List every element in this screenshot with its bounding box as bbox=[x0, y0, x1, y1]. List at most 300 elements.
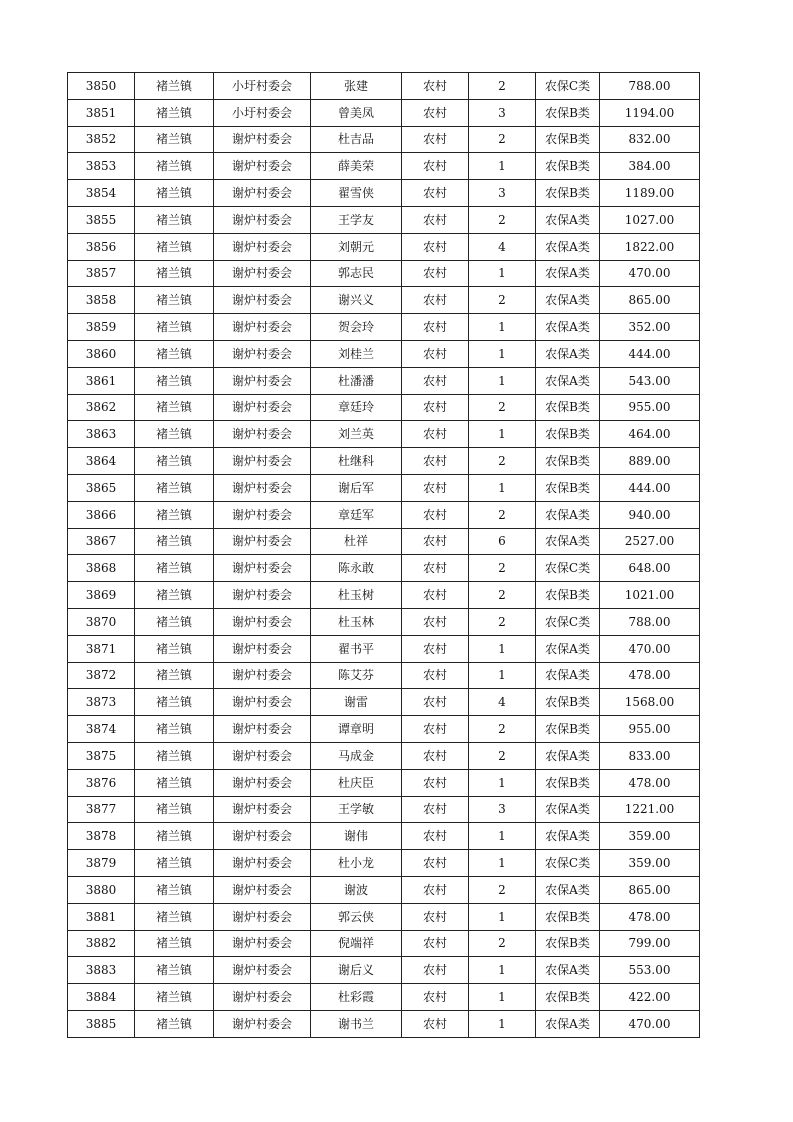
village-cell: 谢炉村委会 bbox=[214, 340, 311, 367]
category-cell: 农保B类 bbox=[536, 153, 600, 180]
area-type-cell: 农村 bbox=[402, 930, 469, 957]
table-row bbox=[68, 448, 700, 475]
amount-cell: 799.00 bbox=[600, 930, 700, 957]
household-size-cell: 1 bbox=[469, 635, 536, 662]
amount-cell: 384.00 bbox=[600, 153, 700, 180]
category-cell: 农保A类 bbox=[536, 314, 600, 341]
category-cell: 农保B类 bbox=[536, 180, 600, 207]
household-size-cell: 2 bbox=[469, 742, 536, 769]
table-row bbox=[68, 689, 700, 716]
area-type-cell: 农村 bbox=[402, 233, 469, 260]
town-cell: 褚兰镇 bbox=[135, 153, 214, 180]
amount-cell: 788.00 bbox=[600, 608, 700, 635]
area-type-cell: 农村 bbox=[402, 742, 469, 769]
household-size-cell: 1 bbox=[469, 1010, 536, 1037]
name-cell: 谢波 bbox=[311, 876, 402, 903]
town-cell: 褚兰镇 bbox=[135, 73, 214, 100]
village-cell: 谢炉村委会 bbox=[214, 287, 311, 314]
category-cell: 农保B类 bbox=[536, 126, 600, 153]
area-type-cell: 农村 bbox=[402, 260, 469, 287]
name-cell: 王学友 bbox=[311, 206, 402, 233]
name-cell: 杜彩霞 bbox=[311, 984, 402, 1011]
amount-cell: 1822.00 bbox=[600, 233, 700, 260]
town-cell: 褚兰镇 bbox=[135, 260, 214, 287]
category-cell: 农保A类 bbox=[536, 1010, 600, 1037]
area-type-cell: 农村 bbox=[402, 555, 469, 582]
area-type-cell: 农村 bbox=[402, 394, 469, 421]
village-cell: 谢炉村委会 bbox=[214, 1010, 311, 1037]
records-table bbox=[67, 72, 700, 1038]
household-size-cell: 1 bbox=[469, 850, 536, 877]
name-cell: 杜庆臣 bbox=[311, 769, 402, 796]
amount-cell: 359.00 bbox=[600, 823, 700, 850]
village-cell: 谢炉村委会 bbox=[214, 903, 311, 930]
area-type-cell: 农村 bbox=[402, 287, 469, 314]
seq-cell: 3854 bbox=[68, 180, 135, 207]
table-row bbox=[68, 796, 700, 823]
category-cell: 农保B类 bbox=[536, 769, 600, 796]
town-cell: 褚兰镇 bbox=[135, 206, 214, 233]
household-size-cell: 2 bbox=[469, 126, 536, 153]
seq-cell: 3875 bbox=[68, 742, 135, 769]
table-row bbox=[68, 99, 700, 126]
area-type-cell: 农村 bbox=[402, 206, 469, 233]
name-cell: 谢伟 bbox=[311, 823, 402, 850]
table-row bbox=[68, 394, 700, 421]
household-size-cell: 2 bbox=[469, 394, 536, 421]
table-row bbox=[68, 421, 700, 448]
amount-cell: 478.00 bbox=[600, 903, 700, 930]
area-type-cell: 农村 bbox=[402, 876, 469, 903]
amount-cell: 1021.00 bbox=[600, 582, 700, 609]
category-cell: 农保B类 bbox=[536, 930, 600, 957]
category-cell: 农保A类 bbox=[536, 287, 600, 314]
town-cell: 褚兰镇 bbox=[135, 796, 214, 823]
category-cell: 农保A类 bbox=[536, 742, 600, 769]
name-cell: 谭章明 bbox=[311, 716, 402, 743]
amount-cell: 1027.00 bbox=[600, 206, 700, 233]
town-cell: 褚兰镇 bbox=[135, 742, 214, 769]
town-cell: 褚兰镇 bbox=[135, 689, 214, 716]
category-cell: 农保B类 bbox=[536, 394, 600, 421]
name-cell: 翟书平 bbox=[311, 635, 402, 662]
household-size-cell: 2 bbox=[469, 555, 536, 582]
records-body bbox=[68, 73, 700, 1038]
seq-cell: 3868 bbox=[68, 555, 135, 582]
area-type-cell: 农村 bbox=[402, 99, 469, 126]
village-cell: 谢炉村委会 bbox=[214, 742, 311, 769]
table-row bbox=[68, 903, 700, 930]
table-row bbox=[68, 582, 700, 609]
village-cell: 谢炉村委会 bbox=[214, 501, 311, 528]
category-cell: 农保B类 bbox=[536, 421, 600, 448]
table-row bbox=[68, 769, 700, 796]
amount-cell: 478.00 bbox=[600, 769, 700, 796]
town-cell: 褚兰镇 bbox=[135, 876, 214, 903]
seq-cell: 3873 bbox=[68, 689, 135, 716]
amount-cell: 464.00 bbox=[600, 421, 700, 448]
area-type-cell: 农村 bbox=[402, 153, 469, 180]
name-cell: 章廷玲 bbox=[311, 394, 402, 421]
household-size-cell: 1 bbox=[469, 260, 536, 287]
area-type-cell: 农村 bbox=[402, 984, 469, 1011]
seq-cell: 3850 bbox=[68, 73, 135, 100]
name-cell: 翟雪侠 bbox=[311, 180, 402, 207]
household-size-cell: 3 bbox=[469, 796, 536, 823]
area-type-cell: 农村 bbox=[402, 474, 469, 501]
table-row bbox=[68, 287, 700, 314]
village-cell: 谢炉村委会 bbox=[214, 850, 311, 877]
amount-cell: 1221.00 bbox=[600, 796, 700, 823]
table-row bbox=[68, 716, 700, 743]
name-cell: 薛美荣 bbox=[311, 153, 402, 180]
table-row bbox=[68, 474, 700, 501]
seq-cell: 3866 bbox=[68, 501, 135, 528]
name-cell: 马成金 bbox=[311, 742, 402, 769]
town-cell: 褚兰镇 bbox=[135, 850, 214, 877]
area-type-cell: 农村 bbox=[402, 1010, 469, 1037]
household-size-cell: 1 bbox=[469, 314, 536, 341]
household-size-cell: 6 bbox=[469, 528, 536, 555]
village-cell: 谢炉村委会 bbox=[214, 260, 311, 287]
area-type-cell: 农村 bbox=[402, 635, 469, 662]
category-cell: 农保C类 bbox=[536, 608, 600, 635]
village-cell: 谢炉村委会 bbox=[214, 153, 311, 180]
category-cell: 农保B类 bbox=[536, 99, 600, 126]
village-cell: 谢炉村委会 bbox=[214, 233, 311, 260]
village-cell: 谢炉村委会 bbox=[214, 769, 311, 796]
amount-cell: 648.00 bbox=[600, 555, 700, 582]
amount-cell: 352.00 bbox=[600, 314, 700, 341]
village-cell: 谢炉村委会 bbox=[214, 314, 311, 341]
household-size-cell: 2 bbox=[469, 73, 536, 100]
table-row bbox=[68, 876, 700, 903]
table-row bbox=[68, 823, 700, 850]
category-cell: 农保A类 bbox=[536, 823, 600, 850]
category-cell: 农保A类 bbox=[536, 957, 600, 984]
seq-cell: 3871 bbox=[68, 635, 135, 662]
village-cell: 谢炉村委会 bbox=[214, 689, 311, 716]
table-row bbox=[68, 180, 700, 207]
village-cell: 谢炉村委会 bbox=[214, 555, 311, 582]
table-row bbox=[68, 662, 700, 689]
town-cell: 褚兰镇 bbox=[135, 340, 214, 367]
name-cell: 曾美凤 bbox=[311, 99, 402, 126]
village-cell: 谢炉村委会 bbox=[214, 474, 311, 501]
household-size-cell: 3 bbox=[469, 99, 536, 126]
seq-cell: 3878 bbox=[68, 823, 135, 850]
seq-cell: 3883 bbox=[68, 957, 135, 984]
amount-cell: 444.00 bbox=[600, 340, 700, 367]
village-cell: 谢炉村委会 bbox=[214, 662, 311, 689]
town-cell: 褚兰镇 bbox=[135, 582, 214, 609]
household-size-cell: 4 bbox=[469, 233, 536, 260]
category-cell: 农保A类 bbox=[536, 501, 600, 528]
village-cell: 谢炉村委会 bbox=[214, 608, 311, 635]
table-row bbox=[68, 635, 700, 662]
seq-cell: 3864 bbox=[68, 448, 135, 475]
household-size-cell: 4 bbox=[469, 689, 536, 716]
household-size-cell: 1 bbox=[469, 153, 536, 180]
category-cell: 农保C类 bbox=[536, 73, 600, 100]
name-cell: 张建 bbox=[311, 73, 402, 100]
table-row bbox=[68, 314, 700, 341]
table-row bbox=[68, 957, 700, 984]
seq-cell: 3853 bbox=[68, 153, 135, 180]
category-cell: 农保A类 bbox=[536, 662, 600, 689]
area-type-cell: 农村 bbox=[402, 608, 469, 635]
area-type-cell: 农村 bbox=[402, 340, 469, 367]
town-cell: 褚兰镇 bbox=[135, 662, 214, 689]
village-cell: 谢炉村委会 bbox=[214, 180, 311, 207]
town-cell: 褚兰镇 bbox=[135, 769, 214, 796]
table-row bbox=[68, 233, 700, 260]
village-cell: 谢炉村委会 bbox=[214, 421, 311, 448]
name-cell: 杜潘潘 bbox=[311, 367, 402, 394]
village-cell: 谢炉村委会 bbox=[214, 796, 311, 823]
table-row bbox=[68, 528, 700, 555]
village-cell: 谢炉村委会 bbox=[214, 582, 311, 609]
village-cell: 谢炉村委会 bbox=[214, 635, 311, 662]
town-cell: 褚兰镇 bbox=[135, 823, 214, 850]
amount-cell: 2527.00 bbox=[600, 528, 700, 555]
area-type-cell: 农村 bbox=[402, 314, 469, 341]
household-size-cell: 1 bbox=[469, 474, 536, 501]
seq-cell: 3872 bbox=[68, 662, 135, 689]
amount-cell: 478.00 bbox=[600, 662, 700, 689]
seq-cell: 3870 bbox=[68, 608, 135, 635]
table-row bbox=[68, 850, 700, 877]
amount-cell: 832.00 bbox=[600, 126, 700, 153]
household-size-cell: 2 bbox=[469, 501, 536, 528]
seq-cell: 3863 bbox=[68, 421, 135, 448]
name-cell: 杜玉树 bbox=[311, 582, 402, 609]
village-cell: 谢炉村委会 bbox=[214, 206, 311, 233]
amount-cell: 833.00 bbox=[600, 742, 700, 769]
town-cell: 褚兰镇 bbox=[135, 1010, 214, 1037]
category-cell: 农保C类 bbox=[536, 850, 600, 877]
household-size-cell: 1 bbox=[469, 340, 536, 367]
town-cell: 褚兰镇 bbox=[135, 501, 214, 528]
seq-cell: 3859 bbox=[68, 314, 135, 341]
household-size-cell: 2 bbox=[469, 608, 536, 635]
household-size-cell: 3 bbox=[469, 180, 536, 207]
seq-cell: 3861 bbox=[68, 367, 135, 394]
household-size-cell: 2 bbox=[469, 876, 536, 903]
town-cell: 褚兰镇 bbox=[135, 930, 214, 957]
household-size-cell: 2 bbox=[469, 287, 536, 314]
seq-cell: 3882 bbox=[68, 930, 135, 957]
category-cell: 农保B类 bbox=[536, 448, 600, 475]
name-cell: 杜继科 bbox=[311, 448, 402, 475]
table-row bbox=[68, 340, 700, 367]
category-cell: 农保B类 bbox=[536, 903, 600, 930]
amount-cell: 444.00 bbox=[600, 474, 700, 501]
area-type-cell: 农村 bbox=[402, 689, 469, 716]
category-cell: 农保A类 bbox=[536, 367, 600, 394]
area-type-cell: 农村 bbox=[402, 448, 469, 475]
seq-cell: 3852 bbox=[68, 126, 135, 153]
town-cell: 褚兰镇 bbox=[135, 233, 214, 260]
seq-cell: 3877 bbox=[68, 796, 135, 823]
name-cell: 郭云侠 bbox=[311, 903, 402, 930]
amount-cell: 470.00 bbox=[600, 1010, 700, 1037]
town-cell: 褚兰镇 bbox=[135, 984, 214, 1011]
name-cell: 杜祥 bbox=[311, 528, 402, 555]
seq-cell: 3860 bbox=[68, 340, 135, 367]
amount-cell: 865.00 bbox=[600, 876, 700, 903]
area-type-cell: 农村 bbox=[402, 582, 469, 609]
town-cell: 褚兰镇 bbox=[135, 903, 214, 930]
category-cell: 农保A类 bbox=[536, 876, 600, 903]
name-cell: 章廷军 bbox=[311, 501, 402, 528]
seq-cell: 3876 bbox=[68, 769, 135, 796]
town-cell: 褚兰镇 bbox=[135, 99, 214, 126]
town-cell: 褚兰镇 bbox=[135, 126, 214, 153]
household-size-cell: 2 bbox=[469, 206, 536, 233]
town-cell: 褚兰镇 bbox=[135, 394, 214, 421]
seq-cell: 3865 bbox=[68, 474, 135, 501]
category-cell: 农保A类 bbox=[536, 260, 600, 287]
seq-cell: 3855 bbox=[68, 206, 135, 233]
seq-cell: 3880 bbox=[68, 876, 135, 903]
name-cell: 刘兰英 bbox=[311, 421, 402, 448]
name-cell: 杜小龙 bbox=[311, 850, 402, 877]
town-cell: 褚兰镇 bbox=[135, 716, 214, 743]
village-cell: 谢炉村委会 bbox=[214, 957, 311, 984]
village-cell: 谢炉村委会 bbox=[214, 448, 311, 475]
category-cell: 农保B类 bbox=[536, 474, 600, 501]
name-cell: 陈永敢 bbox=[311, 555, 402, 582]
name-cell: 谢后军 bbox=[311, 474, 402, 501]
category-cell: 农保A类 bbox=[536, 528, 600, 555]
village-cell: 谢炉村委会 bbox=[214, 367, 311, 394]
area-type-cell: 农村 bbox=[402, 823, 469, 850]
area-type-cell: 农村 bbox=[402, 662, 469, 689]
village-cell: 谢炉村委会 bbox=[214, 823, 311, 850]
area-type-cell: 农村 bbox=[402, 716, 469, 743]
name-cell: 刘桂兰 bbox=[311, 340, 402, 367]
seq-cell: 3869 bbox=[68, 582, 135, 609]
village-cell: 谢炉村委会 bbox=[214, 394, 311, 421]
category-cell: 农保A类 bbox=[536, 796, 600, 823]
town-cell: 褚兰镇 bbox=[135, 528, 214, 555]
seq-cell: 3851 bbox=[68, 99, 135, 126]
table-row bbox=[68, 984, 700, 1011]
household-size-cell: 2 bbox=[469, 716, 536, 743]
village-cell: 小圩村委会 bbox=[214, 99, 311, 126]
town-cell: 褚兰镇 bbox=[135, 635, 214, 662]
category-cell: 农保B类 bbox=[536, 582, 600, 609]
town-cell: 褚兰镇 bbox=[135, 287, 214, 314]
amount-cell: 470.00 bbox=[600, 260, 700, 287]
village-cell: 谢炉村委会 bbox=[214, 984, 311, 1011]
name-cell: 谢书兰 bbox=[311, 1010, 402, 1037]
town-cell: 褚兰镇 bbox=[135, 421, 214, 448]
village-cell: 小圩村委会 bbox=[214, 73, 311, 100]
household-size-cell: 2 bbox=[469, 448, 536, 475]
town-cell: 褚兰镇 bbox=[135, 367, 214, 394]
village-cell: 谢炉村委会 bbox=[214, 876, 311, 903]
seq-cell: 3885 bbox=[68, 1010, 135, 1037]
household-size-cell: 1 bbox=[469, 903, 536, 930]
name-cell: 谢雷 bbox=[311, 689, 402, 716]
amount-cell: 553.00 bbox=[600, 957, 700, 984]
area-type-cell: 农村 bbox=[402, 367, 469, 394]
table-row bbox=[68, 153, 700, 180]
area-type-cell: 农村 bbox=[402, 769, 469, 796]
name-cell: 陈艾芬 bbox=[311, 662, 402, 689]
seq-cell: 3862 bbox=[68, 394, 135, 421]
seq-cell: 3879 bbox=[68, 850, 135, 877]
village-cell: 谢炉村委会 bbox=[214, 528, 311, 555]
name-cell: 杜玉林 bbox=[311, 608, 402, 635]
category-cell: 农保A类 bbox=[536, 233, 600, 260]
amount-cell: 955.00 bbox=[600, 394, 700, 421]
name-cell: 谢兴义 bbox=[311, 287, 402, 314]
table-row bbox=[68, 73, 700, 100]
seq-cell: 3856 bbox=[68, 233, 135, 260]
area-type-cell: 农村 bbox=[402, 501, 469, 528]
area-type-cell: 农村 bbox=[402, 73, 469, 100]
table-row bbox=[68, 555, 700, 582]
amount-cell: 422.00 bbox=[600, 984, 700, 1011]
area-type-cell: 农村 bbox=[402, 421, 469, 448]
household-size-cell: 2 bbox=[469, 930, 536, 957]
category-cell: 农保A类 bbox=[536, 206, 600, 233]
household-size-cell: 1 bbox=[469, 367, 536, 394]
amount-cell: 889.00 bbox=[600, 448, 700, 475]
amount-cell: 955.00 bbox=[600, 716, 700, 743]
name-cell: 贺会玲 bbox=[311, 314, 402, 341]
category-cell: 农保C类 bbox=[536, 555, 600, 582]
area-type-cell: 农村 bbox=[402, 850, 469, 877]
table-row bbox=[68, 1010, 700, 1037]
town-cell: 褚兰镇 bbox=[135, 474, 214, 501]
name-cell: 刘朝元 bbox=[311, 233, 402, 260]
seq-cell: 3858 bbox=[68, 287, 135, 314]
amount-cell: 470.00 bbox=[600, 635, 700, 662]
town-cell: 褚兰镇 bbox=[135, 180, 214, 207]
table-row bbox=[68, 206, 700, 233]
village-cell: 谢炉村委会 bbox=[214, 716, 311, 743]
amount-cell: 788.00 bbox=[600, 73, 700, 100]
household-size-cell: 1 bbox=[469, 823, 536, 850]
amount-cell: 865.00 bbox=[600, 287, 700, 314]
seq-cell: 3867 bbox=[68, 528, 135, 555]
household-size-cell: 1 bbox=[469, 984, 536, 1011]
area-type-cell: 农村 bbox=[402, 180, 469, 207]
area-type-cell: 农村 bbox=[402, 126, 469, 153]
area-type-cell: 农村 bbox=[402, 528, 469, 555]
village-cell: 谢炉村委会 bbox=[214, 930, 311, 957]
category-cell: 农保A类 bbox=[536, 635, 600, 662]
area-type-cell: 农村 bbox=[402, 796, 469, 823]
amount-cell: 1194.00 bbox=[600, 99, 700, 126]
household-size-cell: 2 bbox=[469, 582, 536, 609]
category-cell: 农保A类 bbox=[536, 340, 600, 367]
table-row bbox=[68, 930, 700, 957]
area-type-cell: 农村 bbox=[402, 957, 469, 984]
seq-cell: 3884 bbox=[68, 984, 135, 1011]
name-cell: 谢后义 bbox=[311, 957, 402, 984]
area-type-cell: 农村 bbox=[402, 903, 469, 930]
name-cell: 杜吉品 bbox=[311, 126, 402, 153]
seq-cell: 3881 bbox=[68, 903, 135, 930]
town-cell: 褚兰镇 bbox=[135, 448, 214, 475]
table-row bbox=[68, 126, 700, 153]
table-row bbox=[68, 742, 700, 769]
